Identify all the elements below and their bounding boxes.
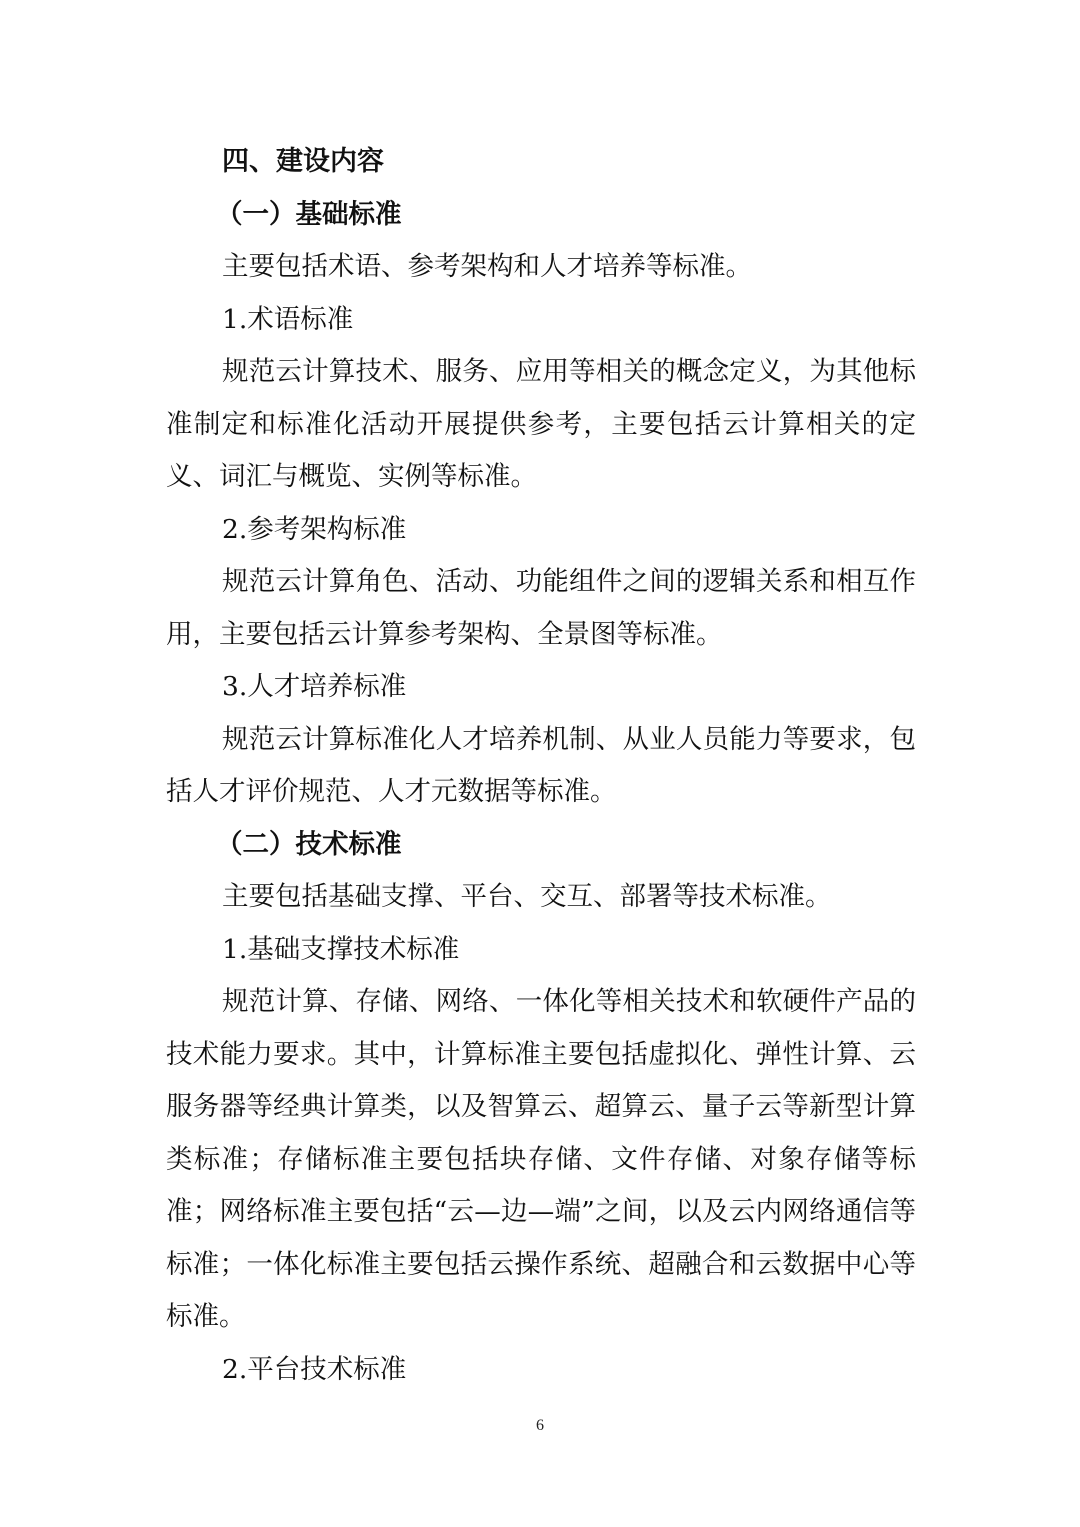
paragraph-basic-intro: 主要包括术语、参考架构和人才培养等标准。	[222, 251, 752, 282]
paragraph-infrastructure-support: 规范计算、存储、网络、一体化等相关技术和软硬件产品的技术能力要求。其中，计算标准主要包括虚拟化、弹性计算、云服务器等经典计算类，以及智算云、超算云、量子云等新型计算类标准；存储标准主要包括块存储、文件存储、对象存储等标准；网络标准主要包括“云—边—端”之间，以及云内网络通信等标准；一体化标准主要包括云操作系统、超融合和云数据中心等标准。	[166, 986, 916, 1332]
item-title-terminology: 1.术语标准	[222, 303, 354, 335]
paragraph-talent-cultivation: 规范云计算标准化人才培养机制、从业人员能力等要求，包括人才评价规范、人才元数据等标准。	[166, 723, 916, 807]
page-number: 6	[536, 1417, 544, 1434]
paragraph-terminology: 规范云计算技术、服务、应用等相关的概念定义，为其他标准制定和标准化活动开展提供参考，主要包括云计算相关的定义、词汇与概览、实例等标准。	[166, 356, 916, 492]
document-body	[166, 136, 916, 1396]
item-title-talent-cultivation: 3.人才培养标准	[222, 671, 407, 702]
subsection-heading-technical-standards: （二）技术标准	[216, 828, 402, 860]
item-title-platform-technology: 2.平台技术标准	[222, 1353, 407, 1385]
paragraph-reference-architecture: 规范云计算角色、活动、功能组件之间的逻辑关系和相互作用，主要包括云计算参考架构、全景图等标准。	[166, 566, 916, 650]
section-heading-main: 四、建设内容	[222, 146, 384, 177]
paragraph-technical-intro: 主要包括基础支撑、平台、交互、部署等技术标准。	[222, 881, 832, 912]
item-title-reference-architecture: 2.参考架构标准	[222, 513, 407, 545]
subsection-heading-basic-standards: （一）基础标准	[216, 198, 402, 230]
item-title-infrastructure-support: 1.基础支撑技术标准	[222, 933, 460, 965]
